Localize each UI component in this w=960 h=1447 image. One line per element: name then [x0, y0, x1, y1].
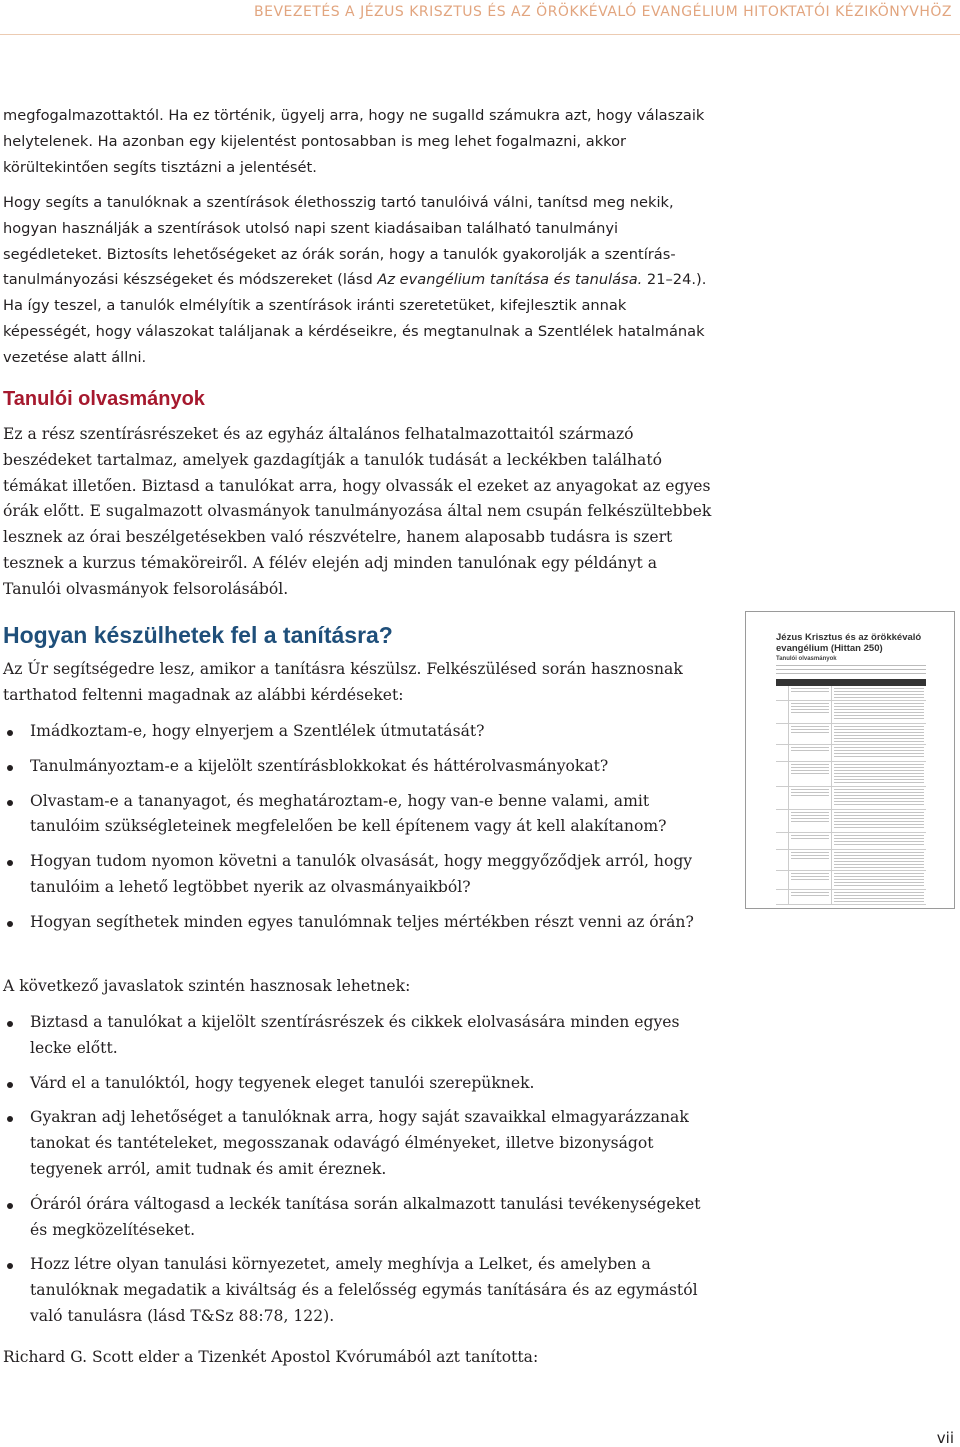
table-row	[776, 810, 926, 833]
preparation-questions-list	[3, 719, 715, 936]
list-item: Imádkoztam-e, hogy elnyerjem a Szentlélek útmutatását?	[3, 719, 715, 745]
thumbnail-title: Jézus Krisztus és az örökkévaló evangélium (Hittan 250)	[776, 632, 922, 654]
table-row	[776, 850, 926, 871]
table-row	[776, 871, 926, 890]
table-row	[776, 890, 926, 905]
running-header: BEVEZETÉS A JÉZUS KRISZTUS ÉS AZ ÖRÖKKÉVALÓ EVANGÉLIUM HITOKTATÓI KÉZIKÖNYVHÖZ	[254, 4, 952, 20]
table-row	[776, 701, 926, 724]
table-row	[776, 833, 926, 850]
table-row	[776, 724, 926, 745]
list-item: Óráról órára váltogasd a leckék tanítása során alkalmazott tanulási tevékenységeket és megközelítéseket.	[3, 1192, 715, 1244]
list-item: Tanulmányoztam-e a kijelölt szentírásblokkokat és háttérolvasmányokat?	[3, 754, 715, 780]
header-divider	[0, 34, 960, 35]
thumbnail-description	[776, 665, 926, 675]
table-row	[776, 762, 926, 787]
reading-list-thumbnail	[745, 611, 955, 909]
paragraph-1: megfogalmazottaktól. Ha ez történik, ügyelj arra, hogy ne sugalld számukra azt, hogy válaszaik helytelenek. Ha azonban egy kijelentést pontosabban is meg lehet fogalmazni, akkor körültekintően segíts tisztázni a jelentését.	[3, 107, 705, 176]
paragraph-2	[3, 190, 715, 371]
table-row	[776, 745, 926, 762]
thumbnail-table	[776, 679, 926, 905]
list-item: Biztasd a tanulókat a kijelölt szentírásrészek és cikkek elolvasására minden egyes lecke előtt.	[3, 1010, 715, 1062]
paragraph-5: A következő javaslatok szintén hasznosak lehetnek:	[3, 977, 411, 995]
paragraph-4: Az Úr segítségedre lesz, amikor a tanításra készülsz. Felkészülésed során hasznosnak tarthatod feltenni magadnak az alábbi kérdéseket:	[3, 660, 683, 704]
suggestions-list	[3, 1010, 715, 1330]
list-item: Olvastam-e a tananyagot, és meghatároztam-e, hogy van-e benne valami, amit tanulóim szükségleteinek megfelelően be kell építenem vagy át kell alakítanom?	[3, 789, 715, 841]
paragraph-3: Ez a rész szentírásrészeket és az egyház általános felhatalmazottaitól származó beszédeket tartalmaz, amelyek gazdagítják a tanulók tudását a leckékben található témákat illetően. Biztasd a tanulókat arra, hogy olvassák el ezeket az anyagokat az egyes órák előtt. E sugalmazott olvasmányok tanulmányozása által nem csupán felkészültebbek lesznek az órai beszélgetésekben való részvételre, hanem alaposabb tudásra is szert tesznek a kurzus témaköreiről. A félév elején adj minden tanulónak egy példányt a Tanulói olvasmányok felsorolásából.	[3, 425, 712, 598]
table-row	[776, 787, 926, 810]
book-reference: Az evangélium tanítása és tanulása.	[377, 271, 643, 289]
paragraph-scripture-study	[3, 190, 715, 371]
paragraph-6: Richard G. Scott elder a Tizenkét Apostol Kvórumából azt tanította:	[3, 1348, 539, 1366]
table-row	[776, 686, 926, 701]
list-item: Hogyan segíthetek minden egyes tanulómnak teljes mértékben részt venni az órán?	[3, 910, 715, 936]
page-number: vii	[936, 1429, 954, 1447]
heading-student-readings: Tanulói olvasmányok	[3, 388, 205, 410]
heading-how-to-prepare: Hogyan készülhetek fel a tanításra?	[3, 622, 393, 648]
paragraph-2-part-b: 21–24.). Ha így teszel, a tanulók elmélyítik a szentírások iránti szeretetüket, kifejlesztik annak képességét, hogy válaszokat találjanak a kérdéseikre, és megtanulnak a Szentlélek hatalmának vezetése alatt állni.	[3, 271, 707, 366]
paragraph-continued	[3, 103, 715, 180]
paragraph-2-part-a: Hogy segíts a tanulóknak a szentírások élethosszig tartó tanulóivá válni, tanítsd meg nekik, hogyan használják a szentírások utolsó napi szent kiadásaiban található tanulmányi segédleteket. Biztosíts lehetőségeket az órák során, hogy a tanulók gyakorolják a szentírás-tanulmányozási készségeket és módszereket (lásd	[3, 194, 676, 289]
list-item: Várd el a tanulóktól, hogy tegyenek eleget tanulói szerepüknek.	[3, 1071, 715, 1097]
list-item: Gyakran adj lehetőséget a tanulóknak arra, hogy saját szavaikkal elmagyarázzanak tanokat és tantételeket, megosszanak odavágó élményeket, illetve bizonyságot tegyenek arról, amit tudnak és amit éreznek.	[3, 1105, 715, 1182]
thumbnail-subtitle: Tanulói olvasmányok	[776, 656, 837, 662]
list-item: Hozz létre olyan tanulási környezetet, amely meghívja a Lelket, és amelyben a tanulóknak megadatik a kiváltság és a felelősség egymás tanítására és az egymástól való tanulásra (lásd T&Sz 88:78, 122).	[3, 1252, 715, 1329]
list-item: Hogyan tudom nyomon követni a tanulók olvasását, hogy meggyőződjek arról, hogy tanulóim a lehető legtöbbet nyerik az olvasmányaikból?	[3, 849, 715, 901]
thumbnail-table-header	[776, 679, 926, 686]
